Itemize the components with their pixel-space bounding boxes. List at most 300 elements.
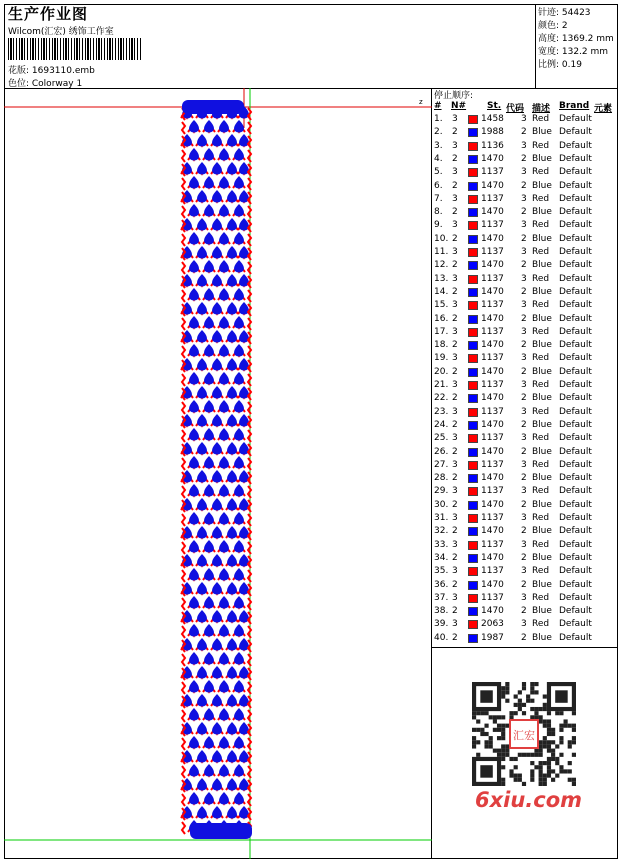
row-needle: 3 [452,114,458,124]
row-needle: 2 [452,340,458,351]
row-needle: 2 [452,153,458,164]
row-code: 3 [521,273,527,284]
row-needle: 2 [452,606,458,617]
blue-drop-motif [204,736,214,749]
red-edge-stitch [182,822,185,834]
table-row [432,114,618,127]
blue-drop-motif [212,526,222,539]
blue-drop-motif [212,134,222,147]
red-edge-stitch [182,780,185,792]
blue-drop-motif [197,778,207,791]
red-edge-stitch [182,486,185,498]
row-stitches: 1137 [481,247,504,257]
blue-drop-motif [189,260,199,273]
blue-drop-motif [197,358,207,371]
row-description: Red [532,433,550,444]
qr-panel [432,648,618,859]
red-edge-stitch [182,318,185,330]
row-brand: Default [559,592,592,603]
row-needle: 3 [452,140,458,151]
row-stitches: 2063 [481,619,504,630]
row-needle: 3 [452,220,458,231]
row-needle: 3 [452,459,458,470]
row-stitches: 1137 [481,433,504,444]
row-code: 2 [521,552,527,563]
qr-code [472,682,576,786]
row-index: 27. [434,459,449,470]
blue-drop-motif [189,120,199,133]
row-needle: 2 [452,419,458,430]
row-needle: 2 [452,473,458,484]
blue-drop-motif [234,708,244,721]
red-edge-stitch [248,514,251,526]
red-edge-stitch [248,318,251,330]
row-description: Red [532,619,550,630]
red-edge-stitch [182,738,185,750]
blue-drop-motif [204,288,214,301]
row-index: 8. [434,207,443,218]
blue-drop-motif [189,288,199,301]
red-edge-stitch [248,808,251,820]
blue-drop-motif [189,344,199,357]
row-needle: 3 [452,326,458,337]
color-swatch [468,128,478,137]
row-code: 3 [521,513,527,523]
row-brand: Default [559,114,592,124]
site-logo: 6xiu.com [475,788,583,812]
blue-drop-motif [227,498,237,511]
table-row [432,619,618,632]
row-index: 10. [434,233,449,244]
blue-drop-motif [212,246,222,259]
row-needle: 2 [452,127,458,138]
table-row [432,274,618,287]
row-code: 3 [521,619,527,630]
table-row [432,473,618,486]
color-swatch [468,142,478,151]
blue-drop-motif [219,624,229,637]
table-row [432,127,618,140]
row-brand: Default [559,326,592,337]
blue-drop-motif [227,246,237,259]
color-swatch [468,581,478,590]
red-edge-stitch [248,500,251,512]
row-code: 3 [521,167,527,178]
table-row [432,154,618,167]
row-description: Red [532,566,550,577]
blue-drop-motif [197,190,207,203]
color-swatch [468,448,478,457]
color-swatch [468,168,478,177]
row-stitches: 1137 [481,459,504,470]
red-edge-stitch [182,262,185,274]
blue-drop-motif [219,540,229,553]
blue-drop-motif [234,792,244,805]
row-code: 3 [521,539,527,550]
red-edge-stitch [248,234,251,246]
blue-drop-motif [219,288,229,301]
row-code: 3 [521,193,527,204]
table-row [432,553,618,566]
red-edge-stitch [182,164,185,176]
row-code: 3 [521,220,527,231]
red-edge-stitch [182,234,185,246]
row-stitches: 1470 [481,260,504,271]
row-code: 2 [521,180,527,191]
red-edge-stitch [248,444,251,456]
blue-drop-motif [189,540,199,553]
row-description: Blue [532,366,552,377]
blue-drop-motif [197,638,207,651]
blue-drop-motif [219,512,229,525]
stats-panel [536,4,618,89]
row-stitches: 1470 [481,233,504,244]
blue-drop-motif [227,778,237,791]
col-header-brand: Brand [559,101,590,111]
blue-drop-motif [212,470,222,483]
blue-drop-motif [227,806,237,819]
row-description: Blue [532,233,552,244]
row-stitches: 1470 [481,473,504,484]
row-needle: 2 [452,552,458,563]
color-swatch [468,634,478,643]
row-index: 28. [434,473,449,484]
row-code: 2 [521,340,527,351]
bottom-blue-band [190,823,252,839]
blue-drop-motif [197,666,207,679]
col-header-index: # [434,101,442,111]
row-index: 15. [434,300,449,311]
design-width: 宽度: 132.2 mm [538,47,609,57]
table-row [432,194,618,207]
blue-drop-motif [189,568,199,581]
row-needle: 3 [452,300,458,311]
blue-drop-motif [234,176,244,189]
blue-drop-motif [227,554,237,567]
red-edge-stitch [182,346,185,358]
row-brand: Default [559,167,592,178]
row-index: 32. [434,526,449,537]
row-brand: Default [559,473,592,484]
blue-drop-motif [219,456,229,469]
table-row [432,500,618,513]
blue-drop-motif [204,764,214,777]
color-swatch [468,434,478,443]
row-stitches: 1136 [481,140,504,151]
row-needle: 3 [452,486,458,497]
table-row [432,566,618,579]
row-needle: 3 [452,592,458,603]
row-brand: Default [559,140,592,151]
row-description: Blue [532,180,552,191]
red-edge-stitch [182,276,185,288]
row-index: 40. [434,632,449,643]
row-code: 3 [521,140,527,151]
row-index: 6. [434,180,443,191]
blue-drop-motif [197,498,207,511]
table-row [432,367,618,380]
row-description: Red [532,140,550,151]
row-brand: Default [559,486,592,497]
row-stitches: 1470 [481,393,504,404]
blue-drop-motif [197,722,207,735]
design-file-name: 花版: 1693110.emb [8,66,95,76]
stitch-count: 针迹: 54423 [538,8,591,18]
red-edge-stitch [182,374,185,386]
row-description: Blue [532,340,552,351]
red-edge-stitch [182,752,185,764]
row-code: 3 [521,247,527,257]
blue-drop-motif [234,400,244,413]
row-stitches: 1470 [481,526,504,537]
blue-drop-motif [234,596,244,609]
blue-drop-motif [197,218,207,231]
row-stitches: 1137 [481,353,504,364]
color-swatch [468,408,478,417]
color-swatch [468,288,478,297]
red-edge-stitch [248,262,251,274]
design-height: 高度: 1369.2 mm [538,34,614,44]
blue-drop-motif [204,540,214,553]
row-brand: Default [559,552,592,563]
red-edge-stitch [182,598,185,610]
red-edge-stitch [248,248,251,260]
red-edge-stitch [182,402,185,414]
row-stitches: 1137 [481,273,504,284]
row-brand: Default [559,313,592,324]
blue-drop-motif [212,750,222,763]
blue-drop-motif [234,736,244,749]
red-edge-stitch [182,458,185,470]
row-code: 2 [521,632,527,643]
blue-drop-motif [219,680,229,693]
red-edge-stitch [182,136,185,148]
row-description: Blue [532,207,552,218]
red-edge-stitch [248,416,251,428]
row-needle: 3 [452,566,458,577]
row-index: 38. [434,606,449,617]
blue-drop-motif [189,652,199,665]
row-needle: 2 [452,579,458,590]
blue-drop-motif [227,274,237,287]
blue-drop-motif [227,470,237,483]
row-brand: Default [559,446,592,457]
row-description: Red [532,167,550,178]
row-index: 5. [434,167,443,178]
design-scale: 比例: 0.19 [538,60,582,70]
red-edge-stitch [248,584,251,596]
table-row [432,314,618,327]
row-index: 16. [434,313,449,324]
blue-drop-motif [219,232,229,245]
row-stitches: 1137 [481,513,504,523]
blue-drop-motif [197,582,207,595]
red-edge-stitch [248,542,251,554]
row-code: 2 [521,499,527,510]
blue-drop-motif [234,484,244,497]
row-description: Red [532,193,550,204]
origin-marker: z [419,98,423,106]
blue-drop-motif [197,134,207,147]
red-edge-stitch [182,514,185,526]
row-description: Red [532,220,550,231]
table-row [432,260,618,273]
color-swatch [468,421,478,430]
table-row [432,167,618,180]
blue-drop-motif [189,736,199,749]
row-code: 2 [521,286,527,297]
blue-drop-motif [204,428,214,441]
row-index: 33. [434,539,449,550]
blue-drop-motif [189,792,199,805]
row-code: 2 [521,473,527,484]
blue-drop-motif [219,120,229,133]
row-needle: 2 [452,260,458,271]
row-index: 2. [434,127,443,138]
color-swatch [468,261,478,270]
table-row [432,287,618,300]
row-brand: Default [559,353,592,364]
row-stitches: 1470 [481,340,504,351]
blue-drop-motif [212,386,222,399]
row-needle: 3 [452,406,458,417]
red-edge-stitch [248,612,251,624]
blue-drop-motif [204,316,214,329]
blue-drop-motif [189,512,199,525]
row-index: 24. [434,419,449,430]
red-edge-stitch [182,640,185,652]
row-code: 2 [521,366,527,377]
red-edge-stitch [248,458,251,470]
red-edge-stitch [248,724,251,736]
row-code: 2 [521,260,527,271]
red-edge-stitch [182,668,185,680]
row-brand: Default [559,286,592,297]
row-index: 19. [434,353,449,364]
row-stitches: 1470 [481,207,504,218]
blue-drop-motif [212,302,222,315]
row-index: 13. [434,273,449,284]
red-edge-stitch [182,556,185,568]
blue-drop-motif [227,442,237,455]
blue-drop-motif [234,260,244,273]
row-brand: Default [559,366,592,377]
blue-drop-motif [234,120,244,133]
blue-drop-motif [189,400,199,413]
table-row [432,580,618,593]
blue-drop-motif [212,806,222,819]
row-index: 7. [434,193,443,204]
row-index: 26. [434,446,449,457]
row-code: 2 [521,207,527,218]
row-stitches: 1458 [481,114,504,124]
blue-drop-motif [197,806,207,819]
row-code: 3 [521,380,527,390]
red-edge-stitch [248,738,251,750]
row-index: 22. [434,393,449,404]
red-edge-stitch [248,374,251,386]
red-edge-stitch [248,626,251,638]
row-stitches: 1137 [481,193,504,204]
blue-drop-motif [234,232,244,245]
blue-drop-motif [204,792,214,805]
table-row [432,300,618,313]
blue-drop-motif [204,260,214,273]
table-row [432,593,618,606]
blue-drop-motif [197,386,207,399]
row-brand: Default [559,340,592,351]
blue-drop-motif [212,610,222,623]
red-edge-stitch [182,570,185,582]
row-code: 2 [521,419,527,430]
blue-drop-motif [189,456,199,469]
red-edge-stitch [248,276,251,288]
blue-drop-motif [212,498,222,511]
header-panel [4,4,536,89]
row-code: 2 [521,606,527,617]
blue-drop-motif [227,358,237,371]
row-index: 39. [434,619,449,630]
blue-drop-motif [227,694,237,707]
red-edge-stitch [182,122,185,134]
red-edge-stitch [248,556,251,568]
blue-drop-motif [204,708,214,721]
row-index: 23. [434,406,449,417]
table-row [432,633,618,646]
blue-drop-motif [212,330,222,343]
row-stitches: 1137 [481,167,504,178]
color-swatch [468,275,478,284]
row-code: 2 [521,153,527,164]
row-code: 2 [521,579,527,590]
table-row [432,207,618,220]
red-edge-stitch [248,710,251,722]
row-stitches: 1470 [481,419,504,430]
blue-drop-motif [212,582,222,595]
row-description: Blue [532,632,552,643]
row-description: Blue [532,286,552,297]
blue-drop-motif [227,582,237,595]
row-stitches: 1470 [481,366,504,377]
red-edge-stitch [248,346,251,358]
row-index: 17. [434,326,449,337]
row-code: 2 [521,233,527,244]
red-edge-stitch [182,430,185,442]
blue-drop-motif [227,190,237,203]
blue-drop-motif [227,750,237,763]
blue-drop-motif [234,624,244,637]
row-code: 3 [521,433,527,444]
red-edge-stitch [182,416,185,428]
red-edge-stitch [182,584,185,596]
blue-drop-motif [227,330,237,343]
row-stitches: 1137 [481,592,504,603]
blue-drop-motif [189,596,199,609]
red-edge-stitch [248,752,251,764]
red-edge-stitch [182,542,185,554]
red-edge-stitch [248,304,251,316]
row-description: Blue [532,446,552,457]
row-needle: 2 [452,233,458,244]
blue-drop-motif [212,274,222,287]
row-index: 34. [434,552,449,563]
red-edge-stitch [182,500,185,512]
row-needle: 2 [452,313,458,324]
table-row [432,327,618,340]
color-swatch [468,301,478,310]
color-swatch [468,461,478,470]
row-stitches: 1137 [481,380,504,390]
